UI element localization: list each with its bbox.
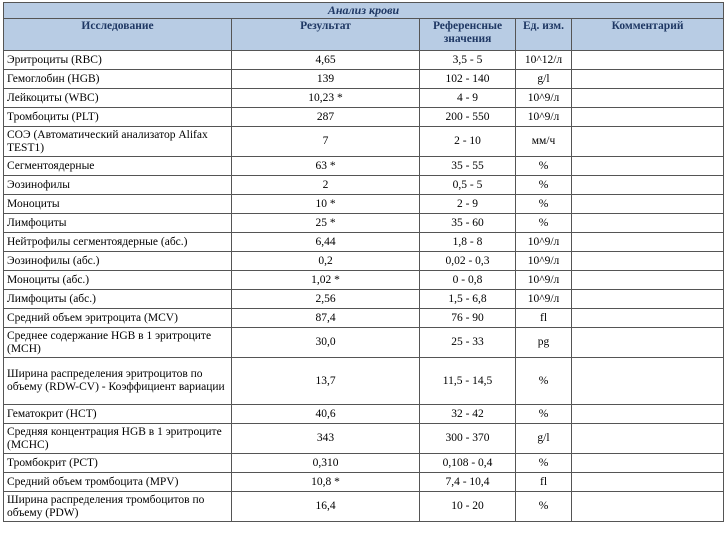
result-cell: 139 [232, 70, 420, 89]
table-row [4, 473, 724, 492]
table-row [4, 405, 724, 424]
table-row [4, 127, 724, 157]
blood-test-table [3, 2, 724, 522]
test-name-cell: Моноциты (абс.) [4, 271, 232, 290]
header-unit: Ед. изм. [516, 19, 572, 51]
unit-cell: % [516, 157, 572, 176]
reference-cell: 32 - 42 [420, 405, 516, 424]
test-name-cell: Ширина распределения тромбоцитов по объему (PDW) [4, 492, 232, 522]
table-row [4, 157, 724, 176]
result-cell: 2,56 [232, 290, 420, 309]
result-cell: 6,44 [232, 233, 420, 252]
header-comment: Комментарий [572, 19, 724, 51]
comment-cell [572, 89, 724, 108]
reference-cell: 3,5 - 5 [420, 51, 516, 70]
reference-cell: 102 - 140 [420, 70, 516, 89]
comment-cell [572, 127, 724, 157]
result-cell: 87,4 [232, 309, 420, 328]
reference-cell: 35 - 60 [420, 214, 516, 233]
test-name-cell: Средний объем эритроцита (MCV) [4, 309, 232, 328]
unit-cell: % [516, 214, 572, 233]
comment-cell [572, 157, 724, 176]
reference-cell: 4 - 9 [420, 89, 516, 108]
test-name-cell: Гемоглобин (HGB) [4, 70, 232, 89]
unit-cell: % [516, 454, 572, 473]
reference-cell: 25 - 33 [420, 328, 516, 358]
result-cell: 10 * [232, 195, 420, 214]
unit-cell: pg [516, 328, 572, 358]
comment-cell [572, 473, 724, 492]
test-name-cell: Среднее содержание HGB в 1 эритроците (MCH) [4, 328, 232, 358]
unit-cell: % [516, 405, 572, 424]
table-row [4, 252, 724, 271]
unit-cell: 10^12/л [516, 51, 572, 70]
result-cell: 16,4 [232, 492, 420, 522]
unit-cell: 10^9/л [516, 108, 572, 127]
comment-cell [572, 195, 724, 214]
table-row [4, 309, 724, 328]
comment-cell [572, 492, 724, 522]
result-cell: 10,23 * [232, 89, 420, 108]
unit-cell: % [516, 195, 572, 214]
comment-cell [572, 252, 724, 271]
table-row [4, 70, 724, 89]
comment-cell [572, 358, 724, 405]
table-row [4, 176, 724, 195]
table-row [4, 233, 724, 252]
comment-cell [572, 328, 724, 358]
test-name-cell: Гематокрит (HCT) [4, 405, 232, 424]
reference-cell: 7,4 - 10,4 [420, 473, 516, 492]
test-name-cell: СОЭ (Автоматический анализатор Alifax TEST1) [4, 127, 232, 157]
reference-cell: 300 - 370 [420, 424, 516, 454]
result-cell: 2 [232, 176, 420, 195]
table-row [4, 424, 724, 454]
result-cell: 25 * [232, 214, 420, 233]
unit-cell: 10^9/л [516, 271, 572, 290]
comment-cell [572, 454, 724, 473]
test-name-cell: Тромбоциты (PLT) [4, 108, 232, 127]
result-cell: 287 [232, 108, 420, 127]
result-cell: 40,6 [232, 405, 420, 424]
test-name-cell: Лимфоциты (абс.) [4, 290, 232, 309]
report-title: Анализ крови [4, 3, 724, 19]
test-name-cell: Эозинофилы [4, 176, 232, 195]
table-row [4, 195, 724, 214]
comment-cell [572, 70, 724, 89]
reference-cell: 35 - 55 [420, 157, 516, 176]
unit-cell: 10^9/л [516, 233, 572, 252]
test-name-cell: Ширина распределения эритроцитов по объему (RDW-CV) - Коэффициент вариации [4, 358, 232, 405]
reference-cell: 1,8 - 8 [420, 233, 516, 252]
reference-cell: 2 - 10 [420, 127, 516, 157]
table-row [4, 89, 724, 108]
result-cell: 0,2 [232, 252, 420, 271]
comment-cell [572, 405, 724, 424]
comment-cell [572, 290, 724, 309]
result-cell: 0,310 [232, 454, 420, 473]
test-name-cell: Эритроциты (RBC) [4, 51, 232, 70]
comment-cell [572, 424, 724, 454]
test-name-cell: Нейтрофилы сегментоядерные (абс.) [4, 233, 232, 252]
unit-cell: мм/ч [516, 127, 572, 157]
unit-cell: % [516, 176, 572, 195]
reference-cell: 76 - 90 [420, 309, 516, 328]
test-name-cell: Сегментоядерные [4, 157, 232, 176]
test-name-cell: Лейкоциты (WBC) [4, 89, 232, 108]
unit-cell: g/l [516, 424, 572, 454]
table-row [4, 214, 724, 233]
table-row [4, 454, 724, 473]
result-cell: 13,7 [232, 358, 420, 405]
result-cell: 10,8 * [232, 473, 420, 492]
unit-cell: 10^9/л [516, 290, 572, 309]
table-row [4, 51, 724, 70]
result-cell: 1,02 * [232, 271, 420, 290]
header-row [4, 19, 724, 51]
test-name-cell: Моноциты [4, 195, 232, 214]
result-cell: 343 [232, 424, 420, 454]
header-result: Результат [232, 19, 420, 51]
reference-cell: 0 - 0,8 [420, 271, 516, 290]
table-row [4, 358, 724, 405]
header-reference: Референсные значения [420, 19, 516, 51]
comment-cell [572, 271, 724, 290]
reference-cell: 0,108 - 0,4 [420, 454, 516, 473]
unit-cell: % [516, 492, 572, 522]
result-cell: 7 [232, 127, 420, 157]
test-name-cell: Лимфоциты [4, 214, 232, 233]
unit-cell: 10^9/л [516, 89, 572, 108]
comment-cell [572, 309, 724, 328]
title-row [4, 3, 724, 19]
reference-cell: 11,5 - 14,5 [420, 358, 516, 405]
unit-cell: g/l [516, 70, 572, 89]
test-name-cell: Эозинофилы (абс.) [4, 252, 232, 271]
table-row [4, 492, 724, 522]
reference-cell: 10 - 20 [420, 492, 516, 522]
table-row [4, 108, 724, 127]
test-name-cell: Тромбокрит (PCT) [4, 454, 232, 473]
comment-cell [572, 108, 724, 127]
table-row [4, 328, 724, 358]
test-name-cell: Средний объем тромбоцита (MPV) [4, 473, 232, 492]
comment-cell [572, 51, 724, 70]
unit-cell: fl [516, 473, 572, 492]
header-test: Исследование [4, 19, 232, 51]
comment-cell [572, 233, 724, 252]
reference-cell: 0,02 - 0,3 [420, 252, 516, 271]
comment-cell [572, 214, 724, 233]
reference-cell: 0,5 - 5 [420, 176, 516, 195]
reference-cell: 2 - 9 [420, 195, 516, 214]
unit-cell: fl [516, 309, 572, 328]
result-cell: 30,0 [232, 328, 420, 358]
test-name-cell: Средняя концентрация HGB в 1 эритроците (MCHC) [4, 424, 232, 454]
result-cell: 63 * [232, 157, 420, 176]
reference-cell: 1,5 - 6,8 [420, 290, 516, 309]
table-row [4, 271, 724, 290]
result-cell: 4,65 [232, 51, 420, 70]
unit-cell: 10^9/л [516, 252, 572, 271]
reference-cell: 200 - 550 [420, 108, 516, 127]
unit-cell: % [516, 358, 572, 405]
table-row [4, 290, 724, 309]
comment-cell [572, 176, 724, 195]
